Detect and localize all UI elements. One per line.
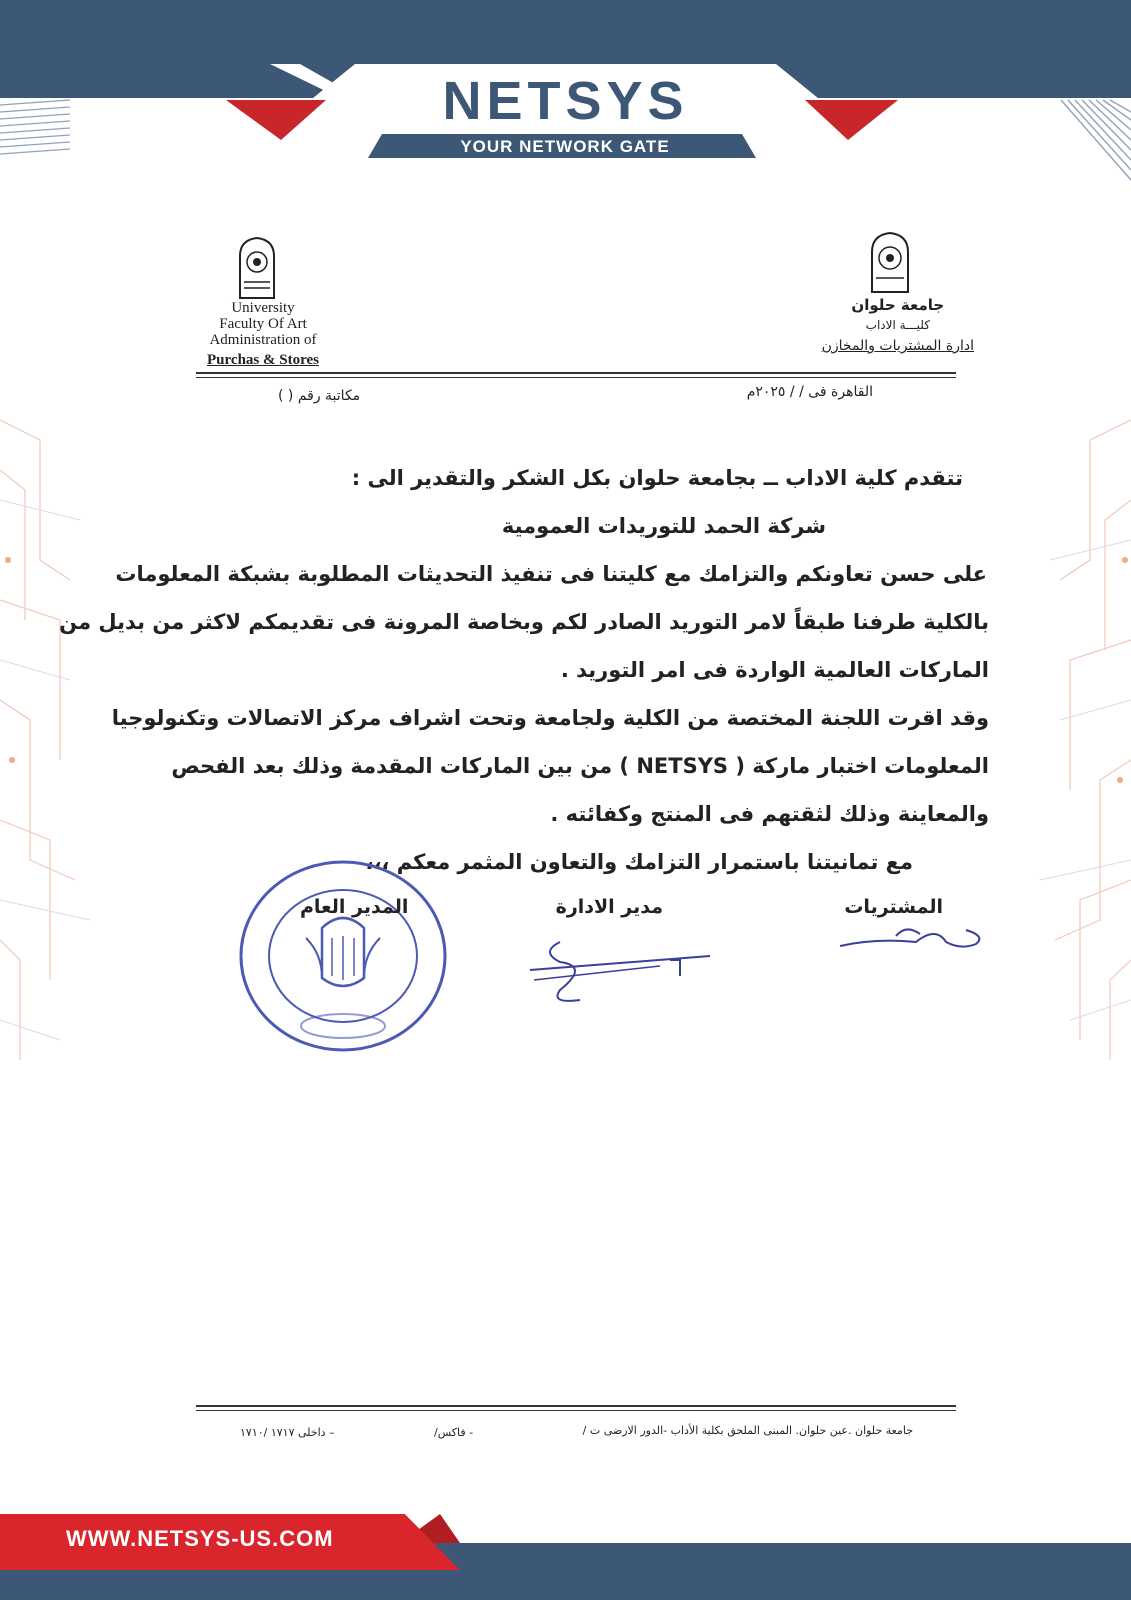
body-line-4: بالكلية طرفنا طبقاً لامر التوريد الصادر لكم وبخاصة المرونة فى تقديمكم لاكثر من بديل من xyxy=(59,610,989,634)
website-link[interactable]: WWW.NETSYS-US.COM xyxy=(66,1526,334,1551)
body-line-1: تتقدم كلية الاداب ــ بجامعة حلوان بكل الشكر والتقدير الى : xyxy=(351,466,963,490)
signature-label-admin-director: مدير الادارة xyxy=(555,896,663,918)
footer-fax: - فاكس/ xyxy=(434,1426,474,1439)
signature-label-general-director: المدير العام xyxy=(300,896,409,918)
brand-tagline: YOUR NETWORK GATE xyxy=(460,137,670,156)
footer-rule-thin xyxy=(196,1410,956,1411)
letter-date: القاهرة فى / / ٢٠٢٥م xyxy=(746,384,873,400)
body-line-8: والمعاينة وذلك لثقتهم فى المنتج وكفائته . xyxy=(550,802,989,826)
footer-rule xyxy=(196,1405,956,1407)
footer-extension: – داخلى ١٧١٧ /١٧١٠ xyxy=(240,1426,335,1439)
admin-director-signature xyxy=(530,930,720,1010)
department-label: Purchas & Stores xyxy=(207,352,319,368)
purchases-signature xyxy=(836,916,986,956)
body-line-7: المعلومات اختبار ماركة ( NETSYS ) من بين الماركات المقدمة وذلك بعد الفحص xyxy=(171,754,989,778)
header-rule xyxy=(196,372,956,374)
administration-label: Administration of xyxy=(209,332,317,348)
letterhead-arabic xyxy=(822,296,974,354)
letterhead-english xyxy=(188,300,338,368)
university-emblem-left xyxy=(232,236,282,300)
faculty-name-arabic: كليـــة الاداب xyxy=(865,318,930,332)
body-line-5: الماركات العالمية الواردة فى امر التوريد . xyxy=(560,658,989,682)
university-name-arabic: جامعة حلوان xyxy=(851,296,945,314)
letter-reference: مكاتبة رقم ( ) xyxy=(278,388,361,404)
faculty-label: Faculty Of Art xyxy=(219,316,307,332)
footer-address: جامعة حلوان .عين حلوان. المبنى الملحق بكلية الأداب -الدور الارضى ت / xyxy=(582,1424,913,1437)
brand-logo: NETSYS xyxy=(442,71,689,131)
university-emblem-right xyxy=(864,232,916,294)
signature-label-purchases: المشتريات xyxy=(844,896,943,918)
body-line-3: على حسن تعاونكم والتزامك مع كليتنا فى تنفيذ التحديثات المطلوبة بشبكة المعلومات xyxy=(115,562,987,586)
university-label: University xyxy=(231,300,295,316)
department-name-arabic: ادارة المشتريات والمخازن xyxy=(821,338,974,354)
recipient-company: شركة الحمد للتوريدات العمومية xyxy=(501,514,826,538)
header-rule-thin xyxy=(196,377,956,378)
official-stamp xyxy=(236,858,450,1058)
body-line-6: وقد اقرت اللجنة المختصة من الكلية ولجامعة وتحت اشراف مركز الاتصالات وتكنولوجيا xyxy=(111,706,989,730)
closing-line: مع تمانيتنا باستمرار التزامك والتعاون المثمر معكم ،،، xyxy=(365,850,913,874)
